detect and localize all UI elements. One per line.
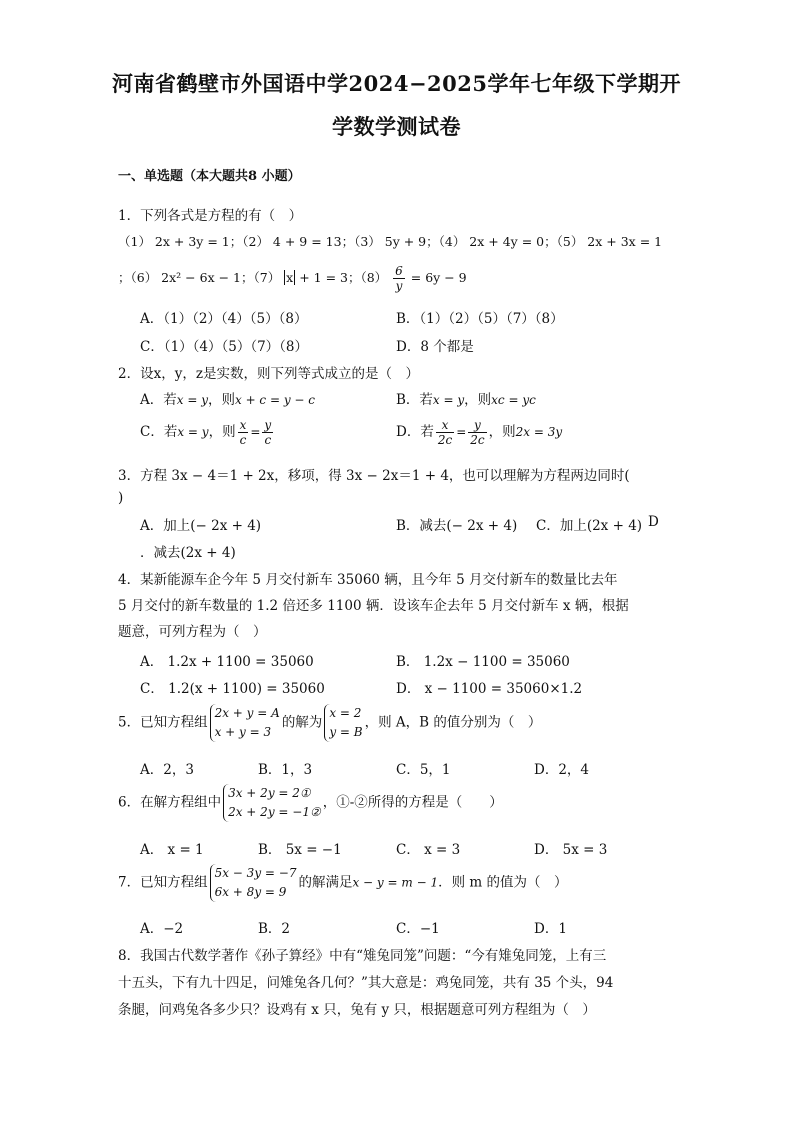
q8-line-1: 8．我国古代数学著作《孙子算经》中有“雉兔同笼”问题：“今有雉兔同笼，上有三: [118, 948, 607, 964]
q7-option-b[interactable]: B．2: [258, 921, 291, 937]
q1-frac-den: y: [395, 279, 403, 293]
q5-post: ，则 A，B 的值分别为（ ）: [364, 714, 542, 731]
q1-option-a[interactable]: A．（1）（2）（4）（5）（8）: [140, 311, 308, 327]
q7-system: [210, 864, 297, 902]
q6-option-d[interactable]: D． 5x = 3: [534, 842, 608, 858]
q2-d-f1d: 2c: [437, 433, 453, 447]
q1-abs-x: x: [286, 270, 294, 285]
q2-option-a[interactable]: [140, 388, 315, 408]
q2-a-mid: ，则: [207, 392, 235, 408]
q5-stem: [118, 704, 541, 742]
q2-b-cond: x = y: [432, 393, 465, 407]
q6-post: ，①-②所得的方程是（ ）: [322, 794, 503, 811]
q3-option-d[interactable]: ．减去(2x + 4): [140, 545, 236, 561]
q2-b-mid: ，则: [464, 392, 492, 408]
q2-d-f1n: x: [436, 418, 454, 433]
q2-c-f1d: c: [239, 433, 247, 447]
q2-stem: 2．设x，y，z是实数，则下列等式成立的是（ ）: [118, 366, 419, 382]
q7-stem: [118, 864, 567, 902]
q7-mid: 的解满足: [298, 874, 353, 891]
q8-line-2: 十五头，下有九十四足，问雉兔各几何？”其大意是：鸡兔同笼，共有 35 个头，94: [118, 975, 614, 991]
q4-line-2: 5 月交付的新车数量的 1.2 倍还多 1100 辆．设该车企去年 5 月交付新车 x 辆，根据: [118, 598, 629, 614]
q1-option-d[interactable]: D．8 个都是: [396, 339, 474, 355]
q2-d-mid: ，则: [488, 424, 516, 440]
q2-b-pre: B．若: [396, 392, 433, 408]
q7-pre: 7．已知方程组: [118, 874, 208, 891]
q6-pre: 6．在解方程组中: [118, 794, 222, 811]
q7-cond: x − y = m − 1: [352, 875, 439, 890]
q7-option-c[interactable]: C．−1: [396, 921, 440, 937]
q6-option-c[interactable]: C． x = 3: [396, 842, 461, 858]
q2-a-res: x + c = y − c: [234, 393, 316, 407]
q2-c-f1n: x: [239, 418, 247, 432]
q4-line-1: 4．某新能源车企今年 5 月交付新车 35060 辆，且今年 5 月交付新车的数量比去年: [118, 572, 618, 588]
q2-d-pre: D．若: [396, 424, 434, 440]
q2-c-mid: ，则: [208, 424, 236, 440]
q5-option-c[interactable]: C．5，1: [396, 762, 451, 778]
q4-option-c[interactable]: C． 1.2(x + 1100) = 35060: [140, 681, 325, 697]
q3-option-a[interactable]: A．加上(− 2x + 4): [140, 518, 262, 534]
q1-stem: 1．下列各式是方程的有（ ）: [118, 208, 303, 224]
q3-option-b[interactable]: B．减去(− 2x + 4): [396, 518, 518, 534]
q5-pre: 5．已知方程组: [118, 714, 208, 731]
q2-d-frac-2: [468, 418, 486, 447]
q6-option-a[interactable]: A． x = 1: [140, 842, 204, 858]
q6-option-b[interactable]: B． 5x = −1: [258, 842, 342, 858]
q7-sys-eq1: 5x − 3y = −7: [214, 866, 297, 880]
q5-sol-1: x = 2: [329, 706, 362, 720]
q6-sys-eq1: 3x + 2y = 2①: [228, 786, 311, 800]
q5-sys-eq2: x + y = 3: [214, 725, 272, 739]
q2-c-pre: C．若: [140, 424, 178, 440]
q4-option-d[interactable]: D． x − 1100 = 35060×1.2: [396, 681, 583, 697]
q2-c-eq: =: [250, 425, 261, 439]
q2-c-cond: x = y: [177, 425, 209, 439]
q2-option-d[interactable]: [396, 418, 562, 447]
q2-a-cond: x = y: [176, 393, 208, 407]
q4-option-a[interactable]: A． 1.2x + 1100 = 35060: [140, 654, 314, 670]
q1-option-c[interactable]: C．（1）（4）（5）（7）（8）: [140, 339, 309, 355]
q2-c-f2d: c: [264, 433, 272, 447]
q2-option-b[interactable]: [396, 388, 536, 408]
q2-option-c[interactable]: [140, 418, 275, 447]
q5-sol-2: y = B: [329, 725, 363, 739]
q2-b-res: xc = yc: [491, 393, 536, 407]
q6-sys-eq2: 2x + 2y = −1②: [228, 805, 321, 819]
q4-line-3: 题意，可列方程为（ ）: [118, 624, 267, 640]
q5-solution: [324, 704, 362, 742]
q1-items-b-post: = 6y − 9: [406, 270, 467, 285]
q5-option-b[interactable]: B．1，3: [258, 762, 313, 778]
q5-sys-eq1: 2x + y = A: [214, 706, 280, 720]
title-line-1: 河南省鹤壁市外国语中学2024−2025学年七年级下学期开: [112, 71, 681, 96]
q7-option-a[interactable]: A．−2: [140, 921, 184, 937]
q5-option-a[interactable]: A．2，3: [140, 762, 194, 778]
q2-d-frac-1: [436, 418, 454, 447]
q4-option-b[interactable]: B． 1.2x − 1100 = 35060: [396, 654, 570, 670]
q3-option-c[interactable]: C．加上(2x + 4): [536, 518, 643, 534]
q3-line-2: ): [118, 490, 124, 506]
q7-sys-eq2: 6x + 8y = 9: [214, 885, 287, 899]
q6-stem: [118, 784, 503, 822]
q3-line-1: 3．方程 3x − 4＝1 + 2x，移项，得 3x − 2x＝1 + 4，也可以理解为方程两边同时(: [118, 468, 630, 484]
q2-d-res: 2x = 3y: [515, 425, 563, 439]
q3-option-d-letter[interactable]: D: [648, 514, 659, 530]
q1-option-b[interactable]: B．（1）（2）（5）（7）（8）: [396, 311, 564, 327]
q1-fraction: [393, 264, 405, 293]
q2-d-f2n: y: [468, 418, 486, 433]
q5-mid: 的解为: [281, 714, 323, 731]
q2-c-frac-2: [262, 418, 273, 447]
q7-post: ．则 m 的值为（ ）: [438, 874, 568, 891]
q5-option-d[interactable]: D．2，4: [534, 762, 590, 778]
q5-system: [210, 704, 280, 742]
q8-line-3: 条腿，问鸡兔各多少只？设鸡有 x 只，兔有 y 只，根据题意可列方程组为（ ）: [118, 1002, 596, 1018]
title-line-2: 学数学测试卷: [332, 114, 461, 139]
q2-c-f2n: y: [264, 418, 272, 432]
q1-items-b: [118, 264, 467, 293]
q2-d-eq: =: [456, 425, 467, 439]
q2-c-frac-1: [238, 418, 249, 447]
q2-a-pre: A．若: [140, 392, 177, 408]
q1-items-b-mid: + 1 = 3；（8）: [295, 270, 392, 285]
q1-items-b-pre: ；（6） 2x² − 6x − 1；（7）: [118, 270, 285, 285]
q1-items-a: （1） 2x + 3y = 1；（2） 4 + 9 = 13；（3） 5y + 9；（4） 2x + 4y = 0；（5） 2x + 3x = 1: [118, 234, 663, 249]
q1-frac-num: 6: [395, 264, 403, 278]
q2-d-f2d: 2c: [470, 433, 485, 447]
q6-system: [223, 784, 321, 822]
section-heading: 一、单选题（本大题共8 小题）: [118, 169, 301, 184]
q7-option-d[interactable]: D．1: [534, 921, 567, 937]
